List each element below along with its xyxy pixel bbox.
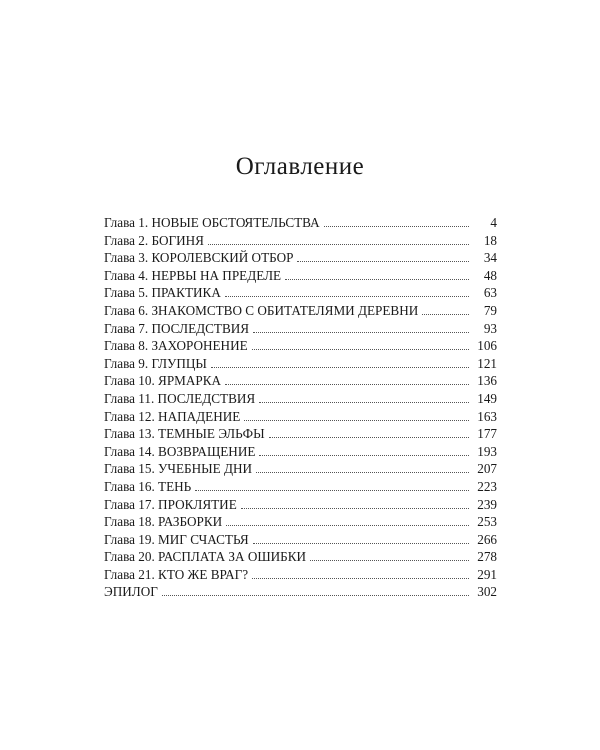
- toc-entry-title: Глава 2. БОГИНЯ: [104, 232, 204, 248]
- toc-entry-page-number: 253: [477, 514, 497, 530]
- toc-entry[interactable]: [104, 425, 497, 443]
- toc-entry-title: Глава 15. УЧЕБНЫЕ ДНИ: [104, 461, 253, 477]
- toc-entry-page-number: 149: [477, 390, 497, 406]
- toc-entry[interactable]: [104, 460, 497, 478]
- toc-entry[interactable]: [104, 408, 497, 426]
- toc-entry[interactable]: [104, 548, 497, 566]
- dot-leader: [241, 507, 469, 509]
- toc-entry[interactable]: [104, 337, 497, 355]
- dot-leader: [225, 383, 469, 385]
- toc-entry-page-number: 34: [483, 250, 497, 266]
- dot-leader: [253, 331, 469, 333]
- toc-entry-title: Глава 7. ПОСЛЕДСТВИЯ: [104, 320, 250, 336]
- dot-leader: [259, 401, 469, 403]
- toc-entry[interactable]: [104, 496, 497, 514]
- toc-entry[interactable]: [104, 390, 497, 408]
- toc-entry-page-number: 177: [477, 426, 497, 442]
- toc-entry-page-number: 278: [477, 549, 497, 565]
- toc-entry-page-number: 106: [477, 338, 497, 354]
- toc-entry[interactable]: [104, 267, 497, 285]
- page-title: Оглавление: [235, 153, 365, 180]
- dot-leader: [252, 577, 469, 579]
- dot-leader: [324, 225, 469, 227]
- toc-entry-page-number: 223: [477, 478, 497, 494]
- toc-entry-title: Глава 8. ЗАХОРОНЕНИЕ: [104, 338, 248, 354]
- toc-entry[interactable]: [104, 566, 497, 584]
- dot-leader: [208, 243, 469, 245]
- toc-entry[interactable]: [104, 320, 497, 338]
- dot-leader: [252, 348, 469, 350]
- dot-leader: [256, 471, 469, 473]
- toc-entry[interactable]: [104, 355, 497, 373]
- toc-entry-title: Глава 3. КОРОЛЕВСКИЙ ОТБОР: [104, 250, 294, 266]
- dot-leader: [195, 489, 469, 491]
- toc-entry[interactable]: [104, 443, 497, 461]
- toc-entry-title: Глава 16. ТЕНЬ: [104, 478, 192, 494]
- toc-entry-title: Глава 9. ГЛУПЦЫ: [104, 355, 207, 371]
- dot-leader: [253, 542, 469, 544]
- toc-entry-title: Глава 1. НОВЫЕ ОБСТОЯТЕЛЬСТВА: [104, 215, 320, 230]
- toc-entry-title: Глава 11. ПОСЛЕДСТВИЯ: [104, 390, 256, 406]
- dot-leader: [162, 594, 469, 596]
- toc-entry-page-number: 291: [477, 566, 497, 582]
- dot-leader: [422, 313, 469, 315]
- toc-entry-page-number: 266: [477, 531, 497, 547]
- dot-leader: [259, 454, 469, 456]
- dot-leader: [226, 524, 469, 526]
- toc-entry-page-number: 239: [477, 496, 497, 512]
- toc-entry[interactable]: [104, 531, 497, 549]
- toc-entry[interactable]: [104, 583, 497, 601]
- toc-entry-title: Глава 5. ПРАКТИКА: [104, 285, 221, 301]
- toc-entry[interactable]: [104, 214, 497, 232]
- toc-entry-page-number: 93: [483, 320, 497, 336]
- toc-entry-title: Глава 21. КТО ЖЕ ВРАГ?: [104, 566, 249, 582]
- toc-entry-title: Глава 20. РАСПЛАТА ЗА ОШИБКИ: [104, 549, 307, 565]
- toc-entry[interactable]: [104, 513, 497, 531]
- toc-entry-title: Глава 4. НЕРВЫ НА ПРЕДЕЛЕ: [104, 267, 282, 283]
- toc-entry-title: Глава 14. ВОЗВРАЩЕНИЕ: [104, 443, 256, 459]
- toc-entry-page-number: 4: [490, 215, 497, 230]
- toc-entry-page-number: 48: [483, 267, 497, 283]
- toc-entry[interactable]: [104, 302, 497, 320]
- toc-entry-title: Глава 17. ПРОКЛЯТИЕ: [104, 496, 237, 512]
- toc-entry-page-number: 302: [477, 584, 497, 600]
- toc-entry-page-number: 207: [477, 461, 497, 477]
- toc-entry-title: Глава 13. ТЕМНЫЕ ЭЛЬФЫ: [104, 426, 265, 442]
- toc-entry-title: Глава 18. РАЗБОРКИ: [104, 514, 223, 530]
- toc-entry-page-number: 18: [483, 232, 497, 248]
- table-of-contents: [104, 214, 497, 601]
- toc-entry[interactable]: [104, 249, 497, 267]
- toc-entry-title: Глава 12. НАПАДЕНИЕ: [104, 408, 241, 424]
- toc-entry-page-number: 63: [483, 285, 497, 301]
- toc-entry-title: Глава 19. МИГ СЧАСТЬЯ: [104, 531, 249, 547]
- toc-entry-title: Глава 6. ЗНАКОМСТВО С ОБИТАТЕЛЯМИ ДЕРЕВНИ: [104, 302, 419, 318]
- toc-entry-page-number: 193: [477, 443, 497, 459]
- toc-entry-title: ЭПИЛОГ: [104, 584, 158, 600]
- toc-entry[interactable]: [104, 232, 497, 250]
- dot-leader: [211, 366, 469, 368]
- dot-leader: [285, 278, 469, 280]
- dot-leader: [297, 260, 469, 262]
- dot-leader: [225, 295, 469, 297]
- dot-leader: [310, 559, 469, 561]
- dot-leader: [244, 419, 469, 421]
- toc-entry-page-number: 136: [477, 373, 497, 389]
- toc-entry[interactable]: [104, 478, 497, 496]
- toc-entry-title: Глава 10. ЯРМАРКА: [104, 373, 222, 389]
- toc-entry-page-number: 163: [477, 408, 497, 424]
- toc-entry[interactable]: [104, 372, 497, 390]
- toc-entry-page-number: 121: [477, 355, 497, 371]
- toc-entry[interactable]: [104, 284, 497, 302]
- toc-entry-page-number: 79: [483, 302, 497, 318]
- dot-leader: [269, 436, 469, 438]
